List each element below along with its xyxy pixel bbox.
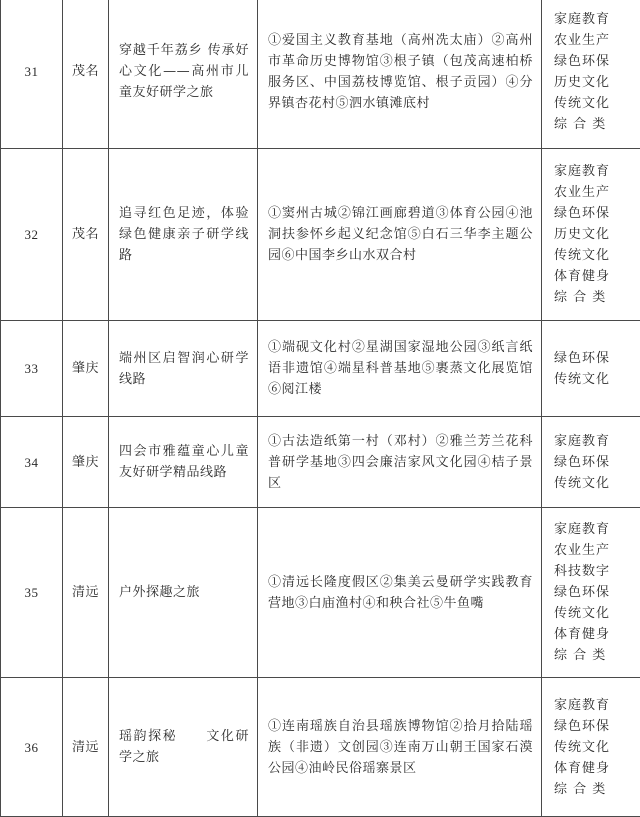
route-table-body	[1, 0, 640, 817]
route-types	[542, 149, 640, 321]
row-number: 36	[1, 678, 63, 817]
type-tag: 体育健身	[554, 758, 634, 779]
type-tag: 绿色环保	[554, 203, 634, 224]
type-tag: 历史文化	[554, 72, 634, 93]
route-name: 四会市雅蕴童心儿童友好研学精品线路	[109, 417, 258, 508]
row-number: 35	[1, 508, 63, 678]
type-tag: 传统文化	[554, 737, 634, 758]
type-tag: 历史文化	[554, 224, 634, 245]
type-tag: 家庭教育	[554, 161, 634, 182]
table-row	[1, 321, 640, 417]
type-tag: 传统文化	[554, 473, 634, 494]
row-city: 茂名	[63, 149, 109, 321]
type-tag: 综 合 类	[554, 287, 634, 308]
route-name: 穿越千年荔乡 传承好心文化——高州市儿童友好研学之旅	[109, 0, 258, 149]
type-tag: 农业生产	[554, 182, 634, 203]
type-tag: 传统文化	[554, 369, 634, 390]
route-types	[542, 0, 640, 149]
type-tag: 绿色环保	[554, 452, 634, 473]
table-row	[1, 417, 640, 508]
route-sites: ①古法造纸第一村（邓村）②雅兰芳兰花科普研学基地③四会廉洁家风文化园④桔子景区	[258, 417, 542, 508]
route-sites: ①窦州古城②锦江画廊碧道③体育公园④池洞扶参怀乡起义纪念馆⑤白石三华李主题公园⑥中国李乡山水双合村	[258, 149, 542, 321]
route-sites: ①端砚文化村②星湖国家湿地公园③纸言纸语非遗馆④端星科普基地⑤裹蒸文化展览馆⑥阅江楼	[258, 321, 542, 417]
row-city: 肇庆	[63, 321, 109, 417]
row-number: 33	[1, 321, 63, 417]
type-tag: 农业生产	[554, 30, 634, 51]
route-sites: ①清远长隆度假区②集美云曼研学实践教育营地③白庙渔村④和秧合社⑤牛鱼嘴	[258, 508, 542, 678]
route-types	[542, 321, 640, 417]
type-tag: 传统文化	[554, 603, 634, 624]
route-sites: ①爱国主义教育基地（高州冼太庙）②高州市革命历史博物馆③根子镇（包茂高速柏桥服务区、中国荔枝博览馆、根子贡园）④分界镇杏花村⑤泗水镇滩底村	[258, 0, 542, 149]
type-tag: 绿色环保	[554, 348, 634, 369]
type-tag: 绿色环保	[554, 582, 634, 603]
type-tag: 综 合 类	[554, 779, 634, 800]
type-tag: 农业生产	[554, 540, 634, 561]
route-name: 户外探趣之旅	[109, 508, 258, 678]
route-name: 追寻红色足迹，体验绿色健康亲子研学线路	[109, 149, 258, 321]
type-tag: 体育健身	[554, 624, 634, 645]
type-tag: 家庭教育	[554, 431, 634, 452]
table-row	[1, 0, 640, 149]
route-name: 瑶韵探秘 文化研学之旅	[109, 678, 258, 817]
row-city: 茂名	[63, 0, 109, 149]
type-tag: 绿色环保	[554, 51, 634, 72]
type-tag: 科技数字	[554, 561, 634, 582]
table-row	[1, 678, 640, 817]
type-tag: 传统文化	[554, 93, 634, 114]
row-city: 清远	[63, 508, 109, 678]
type-tag: 综 合 类	[554, 645, 634, 666]
route-sites: ①连南瑶族自治县瑶族博物馆②拾月拾陆瑶族（非遗）文创园③连南万山朝王国家石漠公园④油岭民俗瑶寨景区	[258, 678, 542, 817]
row-number: 32	[1, 149, 63, 321]
type-tag: 家庭教育	[554, 9, 634, 30]
row-city: 清远	[63, 678, 109, 817]
type-tag: 综 合 类	[554, 114, 634, 135]
route-types	[542, 417, 640, 508]
table-row	[1, 149, 640, 321]
route-types	[542, 508, 640, 678]
row-number: 31	[1, 0, 63, 149]
type-tag: 家庭教育	[554, 519, 634, 540]
route-name: 端州区启智润心研学线路	[109, 321, 258, 417]
type-tag: 家庭教育	[554, 695, 634, 716]
type-tag: 绿色环保	[554, 716, 634, 737]
route-types	[542, 678, 640, 817]
table-row	[1, 508, 640, 678]
row-city: 肇庆	[63, 417, 109, 508]
type-tag: 传统文化	[554, 245, 634, 266]
type-tag: 体育健身	[554, 266, 634, 287]
row-number: 34	[1, 417, 63, 508]
